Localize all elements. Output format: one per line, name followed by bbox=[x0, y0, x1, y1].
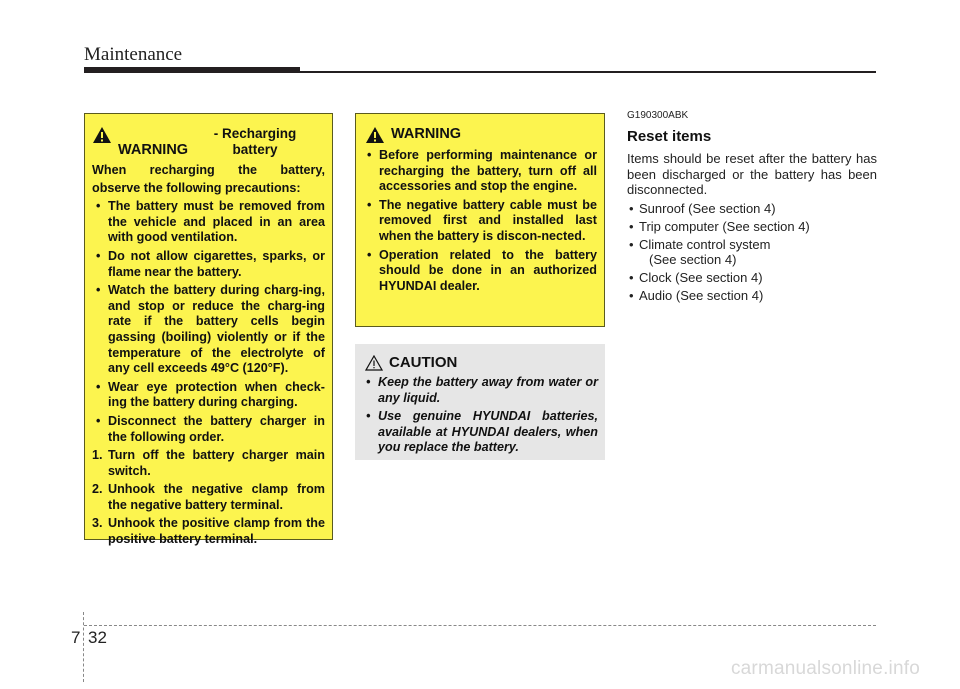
caution-title: CAUTION bbox=[389, 354, 458, 371]
warning-subtitle: - Recharging battery bbox=[213, 126, 297, 157]
warning-triangle-icon bbox=[92, 126, 112, 144]
list-item bbox=[92, 516, 325, 547]
list-item: • Wear eye protection when check-ing the battery during charging. bbox=[92, 380, 325, 411]
warning-recharging-box bbox=[84, 113, 333, 547]
section-title: Reset items bbox=[627, 128, 712, 145]
footer-divider bbox=[83, 612, 84, 682]
list-item: • Before performing maintenance or recharging the battery, turn off all accessories and stop the engine. bbox=[363, 148, 597, 195]
warning-general-box bbox=[355, 113, 605, 327]
warning-title: WARNING bbox=[118, 142, 189, 158]
caution-box bbox=[355, 344, 605, 460]
step-text: Turn off the battery charger main switch. bbox=[108, 448, 325, 478]
reset-items-section bbox=[627, 110, 877, 306]
header-bar-thick bbox=[84, 67, 300, 73]
page-number: 32 bbox=[88, 628, 107, 647]
list-item bbox=[627, 201, 877, 217]
warning-intro-line-2: observe the following precautions: bbox=[92, 180, 301, 195]
step-text: Unhook the positive clamp from the positive battery terminal. bbox=[108, 516, 325, 547]
section-code: G190300ABK bbox=[627, 110, 689, 121]
reset-item-list bbox=[627, 201, 877, 304]
section-intro: Items should be reset after the battery has been discharged or the battery has been disconnected. bbox=[627, 151, 877, 197]
list-item bbox=[92, 448, 325, 479]
list-item bbox=[627, 237, 877, 268]
caution-list bbox=[362, 375, 598, 456]
list-item bbox=[627, 288, 877, 304]
warning-intro-line-1: When recharging the battery, bbox=[92, 163, 325, 177]
caution-header bbox=[362, 354, 598, 371]
list-item: • The negative battery cable must be removed first and installed last when the battery is discon-nected. bbox=[363, 198, 597, 245]
list-item: • Operation related to the battery should be done in an authorized HYUNDAI dealer. bbox=[363, 248, 597, 295]
warning-recharging-header bbox=[92, 126, 325, 159]
list-item: • Watch the battery during charg-ing, and stop or reduce the charg-ing rate if the battery cells begin gassing (boiling) violently or if the temperature of the electrolyte of any cell exceeds 49°C (120°F). bbox=[92, 283, 325, 377]
step-number: 1. bbox=[92, 448, 103, 463]
warning-general-list bbox=[363, 148, 597, 294]
list-item: • Keep the battery away from water or any liquid. bbox=[362, 375, 598, 406]
list-item bbox=[627, 219, 877, 235]
page-chapter-number: 7 bbox=[71, 628, 81, 647]
reset-item-label: Climate control system bbox=[639, 236, 771, 252]
warning-triangle-icon bbox=[365, 126, 385, 144]
watermark: carmanualsonline.info bbox=[730, 658, 920, 679]
footer-rule bbox=[84, 625, 876, 626]
warning-general-header bbox=[363, 126, 597, 144]
warning-bullet-list bbox=[92, 199, 325, 445]
list-item bbox=[627, 270, 877, 286]
warning-step-list bbox=[92, 448, 325, 548]
list-item: • Do not allow cigarettes, sparks, or flame near the battery. bbox=[92, 249, 325, 280]
page-header-title: Maintenance bbox=[84, 44, 183, 65]
reset-item-label: Sunroof (See section 4) bbox=[639, 200, 776, 216]
list-item: • Disconnect the battery charger in the following order. bbox=[92, 414, 325, 445]
step-number: 2. bbox=[92, 482, 103, 497]
list-item: • Use genuine HYUNDAI batteries, available at HYUNDAI dealers, when you replace the battery. bbox=[362, 409, 598, 456]
step-text: Unhook the negative clamp from the negative battery terminal. bbox=[108, 482, 325, 512]
reset-item-label: Trip computer (See section 4) bbox=[639, 218, 810, 234]
list-item bbox=[92, 482, 325, 513]
list-item: • The battery must be removed from the vehicle and placed in an area with good ventilation. bbox=[92, 199, 325, 246]
caution-triangle-icon bbox=[365, 355, 383, 371]
header-bar-thin bbox=[300, 71, 876, 73]
reset-item-label: Clock (See section 4) bbox=[639, 270, 763, 285]
reset-item-sub: (See section 4) bbox=[649, 252, 737, 267]
warning-title: WARNING bbox=[391, 126, 462, 142]
reset-item-label: Audio (See section 4) bbox=[639, 288, 764, 303]
step-number: 3. bbox=[92, 516, 103, 531]
